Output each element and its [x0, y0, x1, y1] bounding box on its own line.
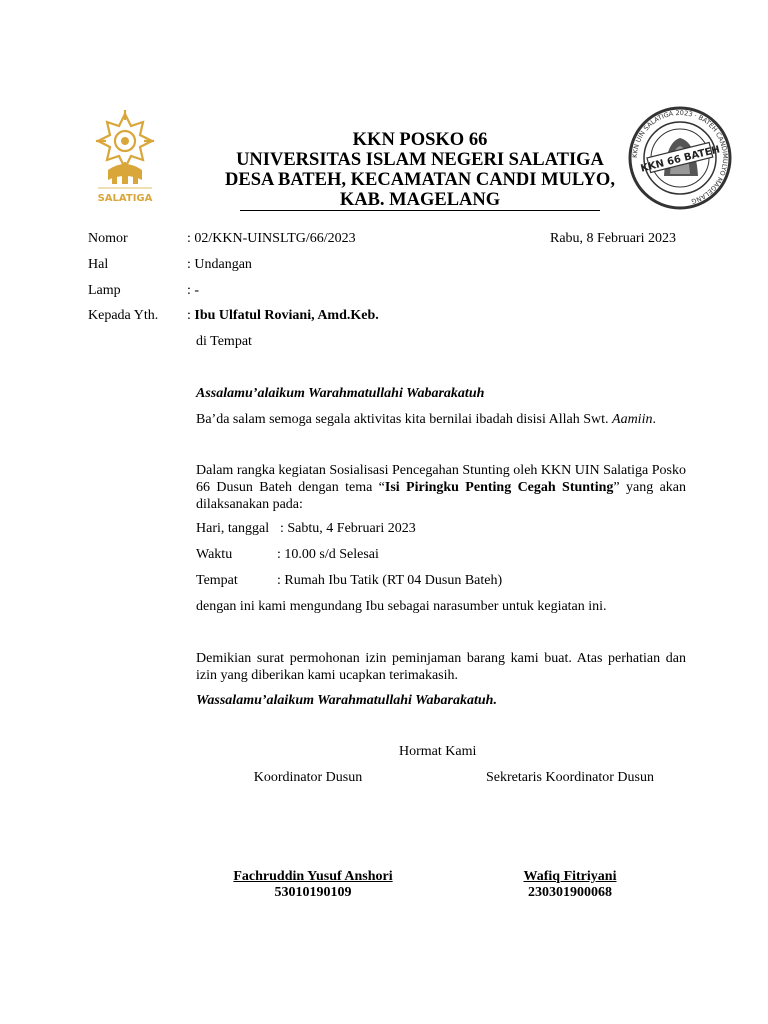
kepada-colon: : [187, 308, 195, 323]
header-line-1: KKN POSKO 66 [352, 130, 488, 150]
salam-opening: Assalamu’alaikum Warahmatullahi Wabarakatuh [196, 386, 485, 401]
hari-label: Hari, tanggal [196, 521, 270, 536]
waktu-label: Waktu [196, 547, 233, 562]
kepada-value [187, 307, 379, 324]
letter-date: Rabu, 8 Februari 2023 [550, 231, 676, 246]
paragraph-intro [196, 462, 686, 513]
hal-label: Hal [88, 257, 109, 272]
left-signer-id: 53010190109 [274, 885, 352, 900]
stamp-ring-text: KKN UIN SALATIGA 2023 · BATEH CANDIMULYO MAGELANG [630, 108, 730, 206]
kepada-label: Kepada Yth. [88, 308, 159, 323]
header-line-3: DESA BATEH, KECAMATAN CANDI MULYO, [225, 170, 615, 190]
right-signer-id: 230301900068 [528, 885, 612, 900]
lamp-label: Lamp [88, 283, 121, 298]
waktu-value: : 10.00 s/d Selesai [277, 547, 379, 562]
opening-sentence [196, 411, 656, 428]
lamp-value: : - [187, 283, 200, 298]
university-logo [88, 108, 162, 206]
theme-title: Isi Piringku Penting Cegah Stunting [384, 480, 614, 495]
di-tempat: di Tempat [196, 334, 252, 349]
right-signer-name: Wafiq Fitriyani [523, 869, 617, 884]
closing-paragraph: Demikian surat permohonan izin peminjaman barang kami buat. Atas perhatian dan izin yang diberikan kami ucapkan terimakasih. [196, 651, 686, 683]
stamp-label: KKN 66 BATEH [639, 144, 722, 175]
tempat-value: : Rumah Ibu Tatik (RT 04 Dusun Bateh) [277, 573, 503, 588]
header-rule [240, 210, 600, 211]
hari-value: : Sabtu, 4 Februari 2023 [280, 521, 416, 536]
tempat-label: Tempat [196, 573, 238, 588]
header-line-4: KAB. MAGELANG [339, 190, 501, 210]
kkn-stamp-logo [626, 104, 734, 212]
salam-closing: Wassalamu’alaikum Warahmatullahi Wabarakatuh. [196, 693, 497, 708]
left-signer-name: Fachruddin Yusuf Anshori [233, 869, 393, 884]
nomor-label: Nomor [88, 231, 128, 246]
hormat-kami: Hormat Kami [399, 744, 477, 759]
para1-b: ” yang akan dilaksanakan pada: [196, 480, 686, 512]
opening-text: Ba’da salam semoga segala aktivitas kita bernilai ibadah disisi Allah Swt. [196, 412, 613, 427]
para1-a: Dalam rangka kegiatan Sosialisasi Pencegahan Stunting oleh KKN UIN Salatiga Posko 66 Dusun Bateh dengan tema “ [196, 463, 686, 495]
right-role: Sekretaris Koordinator Dusun [486, 770, 654, 785]
nomor-value: : 02/KKN-UINSLTG/66/2023 [187, 231, 356, 246]
left-role: Koordinator Dusun [253, 770, 363, 785]
invite-sentence: dengan ini kami mengundang Ibu sebagai narasumber untuk kegiatan ini. [196, 599, 607, 614]
logo-text: SALATIGA [97, 193, 153, 204]
recipient-name: Ibu Ulfatul Roviani, Amd.Keb. [194, 308, 379, 323]
header-line-2: UNIVERSITAS ISLAM NEGERI SALATIGA [236, 150, 604, 170]
hal-value: : Undangan [187, 257, 252, 272]
opening-italic: Aamiin [612, 412, 653, 427]
opening-end: . [652, 412, 656, 427]
